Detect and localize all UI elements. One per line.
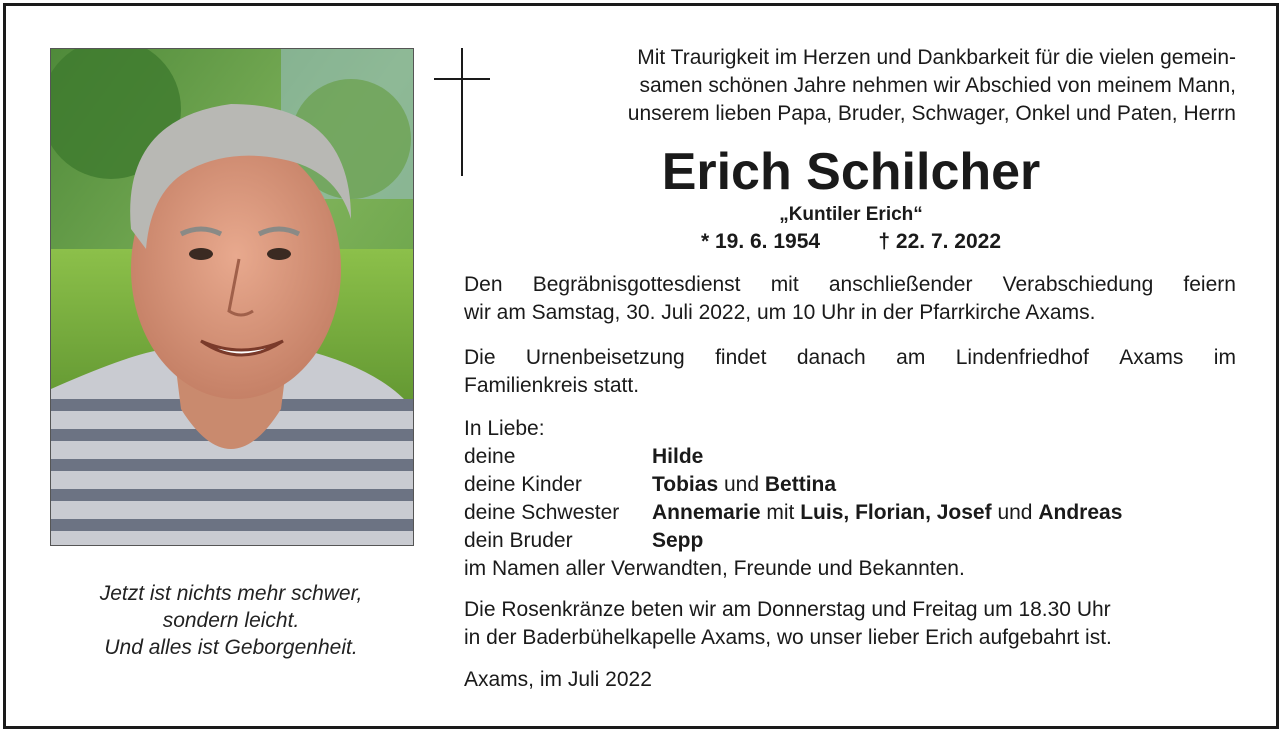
mourner-row: [464, 499, 1236, 527]
word: anschließender: [828, 273, 973, 296]
word: Verabschiedung: [1002, 273, 1154, 296]
mourner-name: Hilde: [652, 445, 704, 468]
motto-line: Jetzt ist nichts mehr schwer,: [99, 582, 363, 605]
life-dates: [526, 230, 1176, 254]
word: danach: [796, 346, 866, 369]
word: Lindenfriedhof: [955, 346, 1089, 369]
funeral-paragraph: [464, 271, 1236, 327]
mourner-name: Annemarie: [652, 501, 761, 524]
in-liebe-label: In Liebe:: [464, 417, 545, 440]
word: Die: [464, 346, 496, 369]
joiner: und: [723, 473, 760, 496]
deceased-name: Erich Schilcher: [661, 143, 1041, 201]
word: Axams: [1119, 346, 1184, 369]
intro-line: Mit Traurigkeit im Herzen und Dankbarkeit für die vielen gemein-: [637, 46, 1236, 69]
motto-line: sondern leicht.: [162, 609, 300, 632]
mourner-name: Bettina: [764, 473, 837, 496]
portrait-photo: [50, 48, 414, 546]
funeral-line-1: [464, 271, 1236, 299]
birth-date: * 19. 6. 1954: [700, 230, 821, 253]
death-notice-card: [3, 3, 1279, 729]
mourner-relation: deine Kinder: [464, 473, 582, 496]
intro-line: unserem lieben Papa, Bruder, Schwager, Onkel und Paten, Herrn: [627, 102, 1236, 125]
urn-paragraph: [464, 344, 1236, 400]
mourner-row: [464, 443, 1236, 471]
mourner-name: Andreas: [1038, 501, 1123, 524]
word: mit: [770, 273, 799, 296]
rosary-line: in der Baderbühelkapelle Axams, wo unser lieber Erich aufgebahrt ist.: [464, 626, 1112, 649]
place-date: Axams, im Juli 2022: [464, 668, 652, 691]
portrait-image: [51, 49, 413, 545]
mourner-name: Tobias: [652, 473, 719, 496]
mourners-block: [464, 415, 1236, 583]
urn-line-1: [464, 344, 1236, 372]
intro-text: [526, 44, 1236, 128]
funeral-line-2: wir am Samstag, 30. Juli 2022, um 10 Uhr in der Pfarrkirche Axams.: [464, 301, 1096, 324]
word: Begräbnisgottesdienst: [532, 273, 741, 296]
mourner-row: [464, 527, 1236, 555]
motto-line: Und alles ist Geborgenheit.: [104, 636, 358, 659]
mourner-row: [464, 471, 1236, 499]
mourner-relation: dein Bruder: [464, 529, 573, 552]
closing-family-line: im Namen aller Verwandten, Freunde und Bekannten.: [464, 557, 965, 580]
word: im: [1213, 346, 1236, 369]
rosary-line: Die Rosenkränze beten wir am Donnerstag und Freitag um 18.30 Uhr: [464, 598, 1111, 621]
deceased-nickname: „Kuntiler Erich“: [779, 204, 923, 225]
mourner-name: Luis, Florian, Josef: [800, 501, 992, 524]
mourner-relation: deine Schwester: [464, 501, 620, 524]
motto-quote: [50, 580, 412, 661]
urn-line-2: Familienkreis statt.: [464, 374, 640, 397]
rosary-paragraph: [464, 596, 1236, 652]
cross-icon: [434, 48, 490, 176]
joiner: mit: [766, 501, 795, 524]
death-date: † 22. 7. 2022: [878, 230, 1002, 253]
word: feiern: [1183, 273, 1236, 296]
intro-line: samen schönen Jahre nehmen wir Abschied von meinem Mann,: [639, 74, 1236, 97]
word: Den: [464, 273, 503, 296]
mourner-relation: deine: [464, 445, 516, 468]
word: Urnenbeisetzung: [525, 346, 685, 369]
joiner: und: [997, 501, 1033, 524]
mourner-name: Sepp: [652, 529, 704, 552]
word: findet: [715, 346, 767, 369]
word: am: [896, 346, 926, 369]
